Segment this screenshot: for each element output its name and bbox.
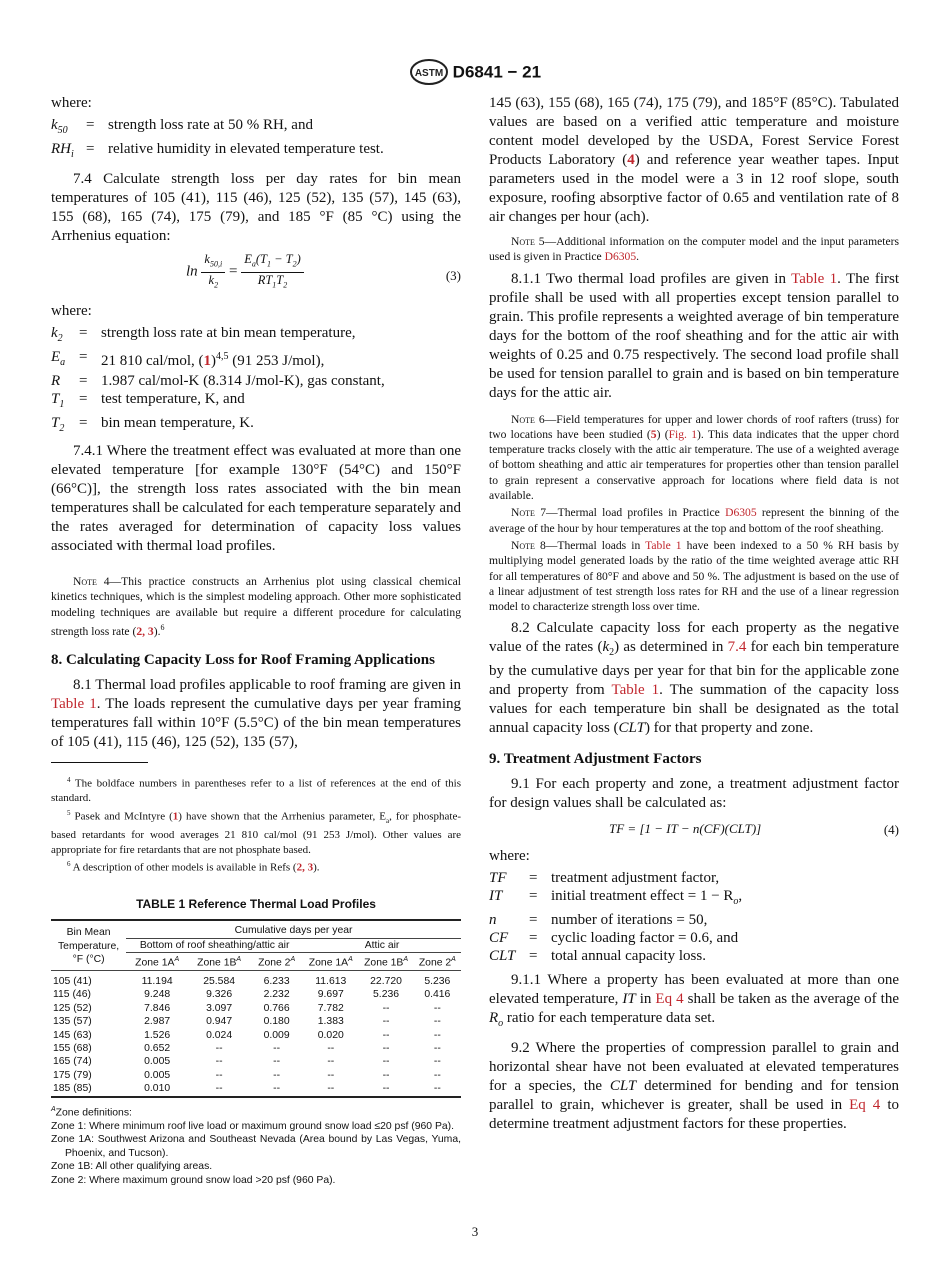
- table-cell: --: [433, 1042, 441, 1054]
- footnotes: $^4$ The boldface numbers in parentheses refer to a list of references at the end of this standard. $^5$ Pasek and McIntyre (1) have shown that the Arrhenius parameter, $E_a$, for phosphate-based retardants for wood averages 21 810 cal/mol (91 253 J/mol). Other values are appropriate for fire retardants that are not phosphate based. $^6$ A description of other models is available in Refs (2, 3).: [51, 776, 462, 874]
- reference-link[interactable]: 1: [203, 353, 211, 369]
- table-cell: 0.180: [263, 1016, 290, 1028]
- row-header: Bin Mean Temperature, °F (°C): [57, 927, 120, 966]
- bin-temperature: 145 (63): [53, 1029, 92, 1041]
- table-cell: 6.233: [263, 975, 290, 987]
- heading-section-8: 8. Calculating Capacity Loss for Roof Framing Applications: [51, 652, 435, 669]
- column-header: Zone $1B^A$: [197, 956, 242, 969]
- column-header: Zone $1A^A$: [308, 956, 353, 969]
- table-footnotes: [51, 1103, 461, 1187]
- table-1: [51, 895, 461, 1187]
- equation-3: ln $\frac{k_{50,i}}{k_2}$ = $\frac{E_a(T_1 - T_2)}{RT_1T_2}$: [186, 252, 304, 292]
- definitions-2: $k_2$ = strength loss rate at bin mean temperature, $E_a$ = 21 810 cal/mol, $(1)^{4,5}$ (91 253 J/mol), R = 1.987 cal/mol-K (8.314 J/mol-K), gas constant, $T_1$ = test temperature, K, and $T_2$ = bin mean temperature, K.: [51, 325, 385, 434]
- astm-logo-icon: [409, 58, 449, 86]
- note-6: Note 6—Field temperatures for upper and lower chords of roof rafters (truss) for two locations have been studied (5) (Fig. 1). This data indicates that the upper chord temperature tracks closely with the attic air temperature. The use of a weighted average of bottom sheathing and attic air temperatures for properties other than tension parallel to grain represent a conservative approach for locations where field data is not available.: [489, 412, 900, 503]
- table-cell: 0.005: [144, 1069, 171, 1081]
- bin-temperature: 125 (52): [53, 1002, 92, 1014]
- group-header: Cumulative days per year: [126, 920, 461, 938]
- equation-4-block: [489, 819, 899, 841]
- table-cell: 1.526: [144, 1029, 171, 1041]
- note-8: Note 8—Thermal loads in Table 1 have been indexed to a 50 % RH basis by multiplying model generated loads by the ratio of the time weighted average attic RH for all temperatures of 80°F and above and 50 %. The adjustment is based on the use of a linear adjustment of test strength loss rates for RH and the use of a linear regression model to characterize strength loss over time.: [489, 538, 900, 614]
- page-header: [0, 58, 950, 86]
- table-cell: 3.097: [206, 1002, 233, 1014]
- note-4: Note 4—This practice constructs an Arrhenius plot using classical chemical kinetics techniques, which is the simplest modeling approach. Other more sophisticated modeling techniques are available but require a different procedure for calculating strength loss rate (2, 3).$^6$: [51, 575, 461, 638]
- table-cell: --: [382, 1069, 390, 1081]
- where-label-1: where:: [51, 95, 92, 111]
- reference-link[interactable]: 1: [172, 810, 179, 823]
- table-cell: 0.652: [144, 1042, 171, 1054]
- table-cell: 0.009: [263, 1029, 290, 1041]
- designation: D6841 − 21: [452, 62, 542, 82]
- bin-temperature: 155 (68): [53, 1042, 92, 1054]
- table-cell: 11.613: [315, 975, 347, 987]
- table-row: [51, 1069, 461, 1082]
- column-header: Zone $1B^A$: [364, 956, 409, 969]
- table-cell: 7.782: [317, 1002, 344, 1014]
- table-cell: 2.232: [263, 989, 290, 1001]
- table-cell: --: [433, 1069, 441, 1081]
- left-column: [51, 94, 461, 1187]
- table-cell: --: [433, 1056, 441, 1068]
- table-cell: --: [327, 1069, 335, 1081]
- table-cell: 9.248: [144, 989, 171, 1001]
- table-cell: --: [215, 1042, 223, 1054]
- section-8-1-1: 8.1.1 Two thermal load profiles are given in Table 1. The first profile shall be used with all properties except tension parallel to grain. This profile represents a weighted average of bin temperature days for the bottom of the roof sheathing and for the attic air with weights of 0.25 and 0.75 respectively. The second load profile shall be used for tension parallel to grain and is based on bin temperature days for the attic air.: [489, 270, 899, 401]
- note-5: Note 5—Additional information on the computer model and the input parameters used is given in Practice D6305.: [489, 235, 899, 264]
- table-cell: 0.020: [317, 1029, 344, 1041]
- table-cell: 5.236: [373, 989, 400, 1001]
- table-cell: 0.024: [206, 1029, 233, 1041]
- reference-link[interactable]: 4: [627, 152, 635, 168]
- bin-temperature: 105 (41): [53, 975, 92, 987]
- table-cell: 2.987: [144, 1016, 171, 1028]
- equation-4-link[interactable]: Eq 4: [655, 991, 684, 1008]
- section-8-2: 8.2 Calculate capacity loss for each property as the negative value of the rates $(k_2)$ as determined in 7.4 for each bin temperature by the cumulative days per year for that bin for the applicable zone and property from Table 1. The summation of the capacity loss values for each temperature bin shall be designated as the total annual capacity loss (CLT) for that property and zone.: [489, 620, 899, 737]
- equation-3-block: [51, 252, 461, 292]
- table-cell: --: [273, 1042, 281, 1054]
- right-column: [489, 94, 899, 1134]
- table-row: [51, 1029, 461, 1042]
- bin-temperature: 135 (57): [53, 1016, 92, 1028]
- table-cell: --: [327, 1083, 335, 1095]
- table-cell: 0.766: [263, 1002, 290, 1014]
- table-1-link[interactable]: Table 1: [791, 270, 838, 287]
- where-label-3: where:: [489, 848, 530, 865]
- table-cell: --: [327, 1042, 335, 1054]
- column-header: Zone $1A^A$: [135, 956, 180, 969]
- d6305-link[interactable]: D6305: [604, 250, 637, 264]
- table-row: [51, 1042, 461, 1055]
- zone-note: Zone 1B: All other qualifying areas.: [51, 1161, 213, 1173]
- table-cell: --: [382, 1042, 390, 1054]
- table-cell: 0.005: [144, 1056, 171, 1068]
- reference-link[interactable]: 2, 3: [136, 624, 154, 638]
- table-cell: --: [215, 1056, 223, 1068]
- table-cell: --: [215, 1069, 223, 1081]
- table-cell: 7.846: [144, 1002, 171, 1014]
- table-cell: 25.584: [203, 975, 235, 987]
- column-header: Zone $2^A$: [418, 956, 456, 969]
- d6305-link[interactable]: D6305: [725, 506, 757, 520]
- bin-temperature: 175 (79): [53, 1069, 92, 1081]
- table-cell: --: [433, 1083, 441, 1095]
- table-row: [51, 1082, 461, 1096]
- equation-3-label: (3): [445, 268, 461, 283]
- subgroup-attic-air: Attic air: [303, 938, 461, 952]
- figure-1-link[interactable]: Fig. 1: [668, 427, 698, 441]
- table-cell: --: [327, 1056, 335, 1068]
- table-cell: 9.326: [206, 989, 233, 1001]
- table-cell: --: [273, 1083, 281, 1095]
- page-number: 3: [471, 1224, 479, 1239]
- reference-link[interactable]: 5: [650, 427, 657, 441]
- table-cell: --: [382, 1029, 390, 1041]
- bin-temperature: 185 (85): [53, 1083, 92, 1095]
- bin-temperature: 115 (46): [53, 989, 91, 1001]
- table-1-link[interactable]: Table 1: [611, 682, 660, 699]
- table-cell: 5.236: [424, 975, 451, 987]
- zone-note: $^A$Zone definitions:: [51, 1105, 132, 1119]
- equation-4: TF = [1 − IT − n(CF)(CLT)]: [609, 821, 762, 837]
- zone-note: Zone 1: Where minimum roof live load or maximum ground snow load ≤20 psf (960 Pa).: [51, 1120, 455, 1132]
- table-cell: 0.010: [144, 1083, 171, 1095]
- table-cell: --: [433, 1016, 441, 1028]
- zone-note: Zone 2: Where maximum ground snow load >20 psf (960 Pa).: [51, 1174, 336, 1186]
- table-cell: 0.416: [424, 989, 451, 1001]
- table-row: [51, 988, 461, 1001]
- table-cell: --: [215, 1083, 223, 1095]
- table-cell: --: [382, 1083, 390, 1095]
- bin-temperature: 165 (74): [53, 1056, 92, 1068]
- section-7-4-1: 7.4.1 Where the treatment effect was evaluated at more than one elevated temperature [for example 130°F (54°C) and 150°F (66°C)], the strength loss rates associated with the bin mean temperatures shall be calculated for each temperature separately and the rates averaged for determination of capacity loss values associated with thermal load profiles.: [51, 443, 461, 554]
- section-7-4-link[interactable]: 7.4: [727, 639, 747, 656]
- table-1-link[interactable]: Table 1: [645, 538, 682, 552]
- table-cell: 9.697: [317, 989, 344, 1001]
- section-9-2: 9.2 Where the properties of compression parallel to grain and horizontal shear have not been evaluated at elevated temperatures for a species, the CLT determined for bending and for tension parallel to grain, whichever is greater, shall be used in Eq 4 to determine treatment adjustment factors for these properties.: [489, 1040, 899, 1133]
- table-title: TABLE 1 Reference Thermal Load Profiles: [136, 897, 376, 912]
- heading-section-9: 9. Treatment Adjustment Factors: [489, 751, 702, 768]
- table-1-link[interactable]: Table 1: [51, 696, 97, 713]
- table-cell: --: [273, 1069, 281, 1081]
- note-7: Note 7—Thermal load profiles in Practice D6305 represent the binning of the average of the hour by hour temperatures at the top and bottom of the roof sheathing.: [489, 506, 899, 535]
- column-header: Zone $2^A$: [258, 956, 296, 969]
- reference-link[interactable]: 2, 3: [296, 861, 314, 874]
- definitions-1: $k_{50}$ = strength loss rate at 50 % RH, and $RH_i$ = relative humidity in elevated temperature test.: [51, 117, 384, 160]
- subgroup-sheathing: Bottom of roof sheathing/attic air: [126, 938, 303, 952]
- footnote-rule: [51, 762, 148, 763]
- svg-text:ASTM: ASTM: [414, 68, 444, 79]
- table-cell: --: [433, 1029, 441, 1041]
- section-9-1: 9.1 For each property and zone, a treatment adjustment factor for design values shall be calculated as:: [489, 776, 899, 812]
- section-8-1: 8.1 Thermal load profiles applicable to roof framing are given in Table 1. The loads represent the cumulative days per year framing temperatures fall within 10°F (5.5°C) of the bin mean temperatures of 105 (41), 115 (46), 125 (52), 135 (57),: [51, 677, 461, 751]
- table-cell: --: [433, 1002, 441, 1014]
- table-row: [51, 1002, 461, 1015]
- definitions-3: TF = treatment adjustment factor, IT = initial treatment effect = $1 - R_o$, n = number of iterations = 50, CF = cyclic loading factor = 0.6, and CLT = total annual capacity loss.: [489, 870, 743, 965]
- equation-4-label: (4): [883, 822, 899, 838]
- section-7-4: 7.4 Calculate strength loss per day rates for bin mean temperatures of 105 (41), 115 (46), 125 (52), 135 (57), 145 (63), 155 (68), 165 (74), 175 (79), and 185 °F (85 °C) using the Arrhenius equation:: [51, 171, 461, 244]
- table-cell: 11.194: [141, 975, 173, 987]
- zone-note: Zone 1A: Southwest Arizona and Southeast Nevada (Area bound by Las Vegas, Yuma, Phoenix, and Tucson).: [51, 1134, 461, 1159]
- table-row: [51, 1015, 461, 1028]
- equation-4-link[interactable]: Eq 4: [849, 1097, 881, 1114]
- table-cell: --: [382, 1016, 390, 1028]
- table-row: [51, 1055, 461, 1068]
- section-8-1-continued: 145 (63), 155 (68), 165 (74), 175 (79), and 185°F (85°C). Tabulated values are based on a verified attic temperature and moisture content model developed by the USDA, Forest Service Forest Products Laboratory (4) and reference year weather tapes. Input parameters used in the model were a 3 in 12 roof slope, south exposure, roofing absorptive factor of 0.65 and ventilation rate of 8 air changes per hour (ach).: [489, 95, 899, 225]
- where-label-2: where:: [51, 303, 92, 319]
- table-cell: --: [382, 1002, 390, 1014]
- table-cell: --: [382, 1056, 390, 1068]
- table-cell: 22.720: [370, 975, 402, 987]
- table-cell: --: [273, 1056, 281, 1068]
- section-9-1-1: 9.1.1 Where a property has been evaluated at more than one elevated temperature, IT in Eq 4 shall be taken as the average of the $R_o$ ratio for each temperature data set.: [489, 972, 899, 1030]
- table-cell: 1.383: [317, 1016, 344, 1028]
- table-cell: 0.947: [206, 1016, 233, 1028]
- table-row: [51, 970, 461, 988]
